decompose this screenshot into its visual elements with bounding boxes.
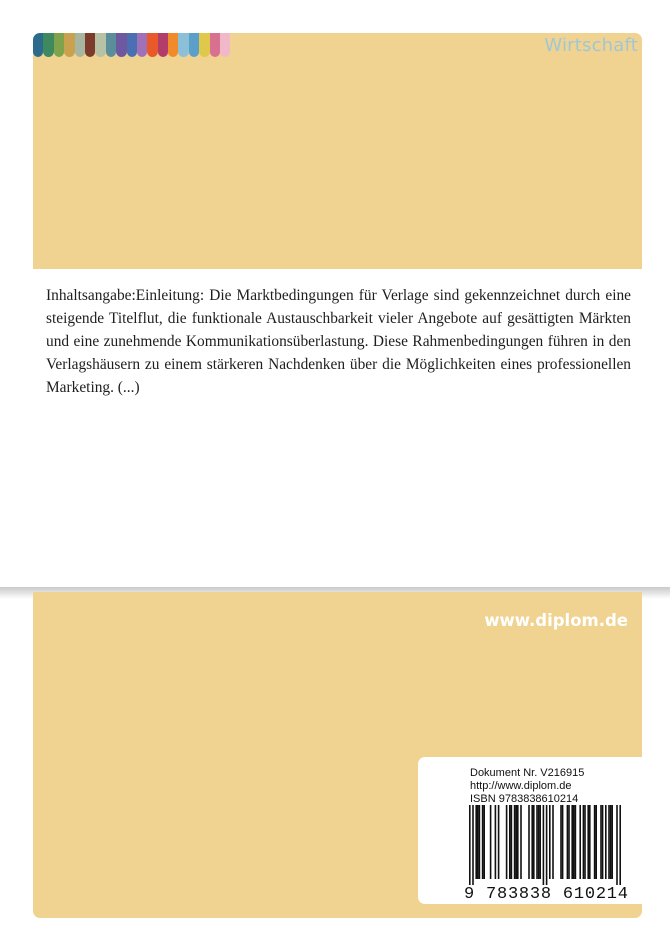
barcode-bar bbox=[605, 805, 607, 879]
barcode-bar bbox=[495, 805, 497, 879]
barcode-bar bbox=[560, 805, 562, 879]
barcode-bar bbox=[546, 805, 548, 885]
color-stripe bbox=[210, 33, 220, 57]
color-stripe bbox=[158, 33, 168, 57]
barcode-bar bbox=[515, 805, 517, 879]
barcode-digits: 9 783838 610214 bbox=[464, 885, 628, 903]
barcode-bar bbox=[587, 805, 589, 879]
barcode-bar bbox=[571, 805, 573, 879]
barcode-bar bbox=[531, 805, 533, 879]
barcode-bar bbox=[562, 805, 564, 879]
color-stripe bbox=[116, 33, 126, 57]
isbn-info bbox=[470, 767, 584, 806]
barcode-bar bbox=[511, 805, 513, 879]
color-stripe bbox=[85, 33, 95, 57]
barcode-bar bbox=[543, 805, 545, 885]
barcode-bar bbox=[498, 805, 500, 879]
color-stripe bbox=[95, 33, 105, 57]
barcode-bar bbox=[472, 805, 474, 885]
color-stripe bbox=[75, 33, 85, 57]
color-stripe bbox=[64, 33, 74, 57]
barcode-bar bbox=[533, 805, 535, 879]
barcode-bar bbox=[568, 805, 570, 879]
isbn-number: ISBN 9783838610214 bbox=[470, 793, 579, 805]
barcode-bar bbox=[479, 805, 481, 879]
document-number: Dokument Nr. V216915 bbox=[470, 767, 585, 779]
publisher-website: www.diplom.de bbox=[484, 611, 628, 630]
barcode-bar bbox=[509, 805, 511, 879]
barcode-bar bbox=[469, 805, 471, 885]
color-stripe bbox=[54, 33, 64, 57]
barcode-bar bbox=[619, 805, 621, 885]
barcode-bar bbox=[514, 805, 516, 879]
abstract-text: Inhaltsangabe:Einleitung: Die Marktbedingungen für Verlage sind gekennzeichnet durch eine steigende Titelflut, die funktionale Austauschbarkeit vieler Angebote auf gesättigten Märkten und eine zunehmende Kommunikationsüberlastung. Diese Rahmenbedingungen führen in den Verlagshäusern zu einem stärkeren Nachdenken über die Möglichkeiten eines professionellen Marketing. (...) bbox=[46, 287, 631, 396]
color-stripe bbox=[127, 33, 137, 57]
barcode-bar bbox=[538, 805, 540, 879]
barcode-bar bbox=[594, 805, 596, 879]
barcode-bar bbox=[477, 805, 479, 879]
color-stripe bbox=[137, 33, 147, 57]
barcode-bar bbox=[528, 805, 530, 879]
barcode-bar bbox=[536, 805, 538, 879]
barcode-bar bbox=[611, 805, 613, 879]
barcode-bar bbox=[602, 805, 604, 879]
barcode-bar bbox=[475, 805, 477, 879]
barcode-bar bbox=[483, 805, 485, 879]
barcode-bar bbox=[583, 805, 585, 879]
color-stripe bbox=[220, 33, 230, 57]
color-stripe bbox=[168, 33, 178, 57]
barcode-bar bbox=[595, 805, 597, 879]
barcode-bar bbox=[490, 805, 492, 879]
barcode-bar bbox=[506, 805, 508, 879]
cover-top-panel bbox=[33, 33, 642, 269]
barcode-bar bbox=[520, 805, 522, 879]
color-stripe bbox=[199, 33, 209, 57]
barcode-bar bbox=[482, 805, 484, 879]
color-stripe bbox=[147, 33, 157, 57]
barcode-bar bbox=[549, 805, 551, 879]
barcode-bar bbox=[575, 805, 577, 879]
barcode bbox=[461, 803, 631, 903]
barcode-bar bbox=[589, 805, 591, 879]
barcode-bar bbox=[608, 805, 610, 879]
barcode-bar bbox=[573, 805, 575, 879]
barcode-bar bbox=[616, 805, 618, 885]
color-stripes bbox=[33, 33, 230, 57]
barcode-bar bbox=[584, 805, 586, 879]
category-label: Wirtschaft bbox=[544, 35, 638, 56]
color-stripe bbox=[33, 33, 43, 57]
barcode-bar bbox=[610, 805, 612, 879]
color-stripe bbox=[178, 33, 188, 57]
barcode-bar bbox=[552, 805, 554, 879]
barcode-bar bbox=[567, 805, 569, 879]
color-stripe bbox=[106, 33, 116, 57]
color-stripe bbox=[189, 33, 199, 57]
barcode-bar bbox=[579, 805, 581, 879]
barcode-bar bbox=[517, 805, 519, 879]
barcode-bar bbox=[600, 805, 602, 879]
barcode-bar bbox=[539, 805, 541, 879]
publisher-url: http://www.diplom.de bbox=[470, 780, 572, 792]
color-stripe bbox=[43, 33, 53, 57]
